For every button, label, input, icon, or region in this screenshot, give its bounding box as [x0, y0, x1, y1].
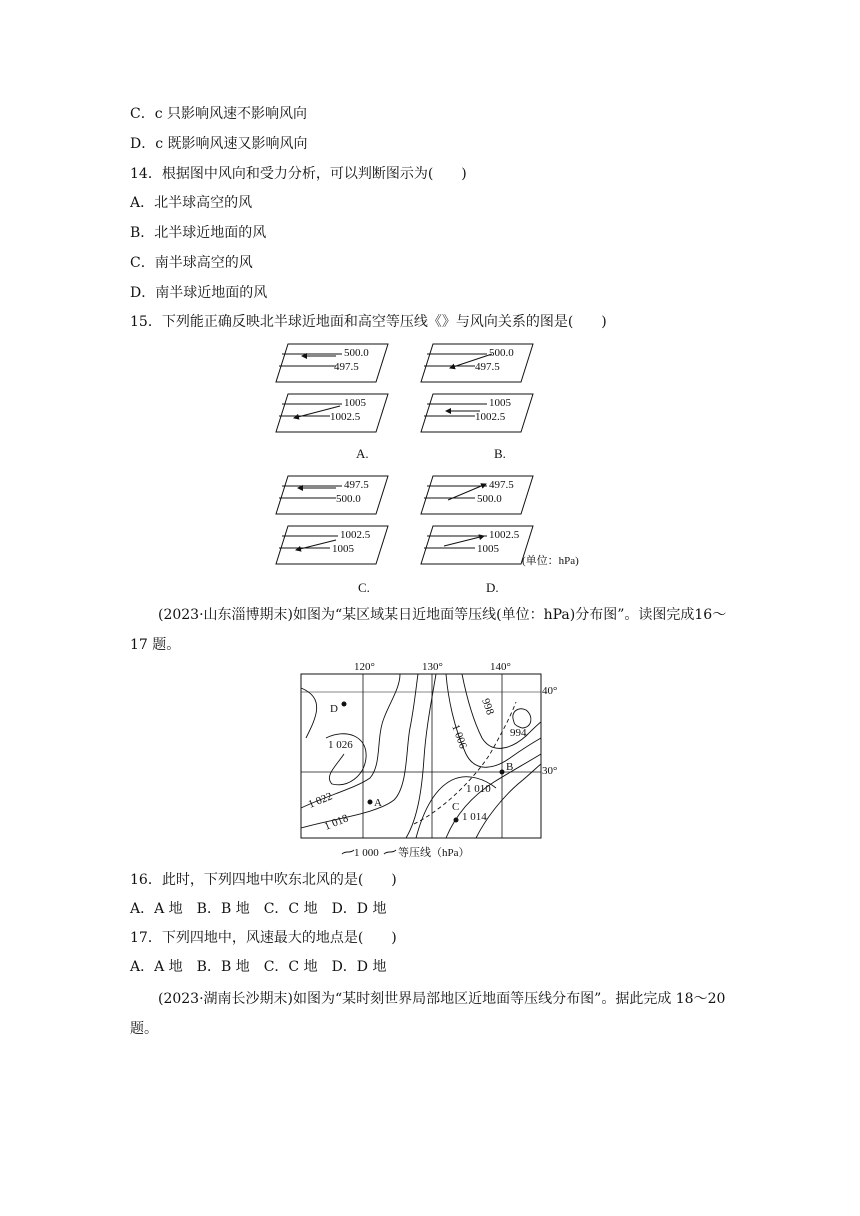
q14-option-a: A．北半球高空的风 — [130, 195, 253, 211]
q15-b-lower-panel — [421, 394, 533, 432]
q15-figure — [270, 336, 610, 596]
q15-a-upper-panel — [276, 344, 388, 382]
isobar-label-998: 998 — [479, 696, 497, 717]
q15-c-top-isobar-1: 497.5 — [344, 479, 369, 491]
q15-d-bottom-isobar-2: 1005 — [477, 543, 499, 555]
isobar-map — [296, 658, 596, 864]
q15-unit: (单位：hPa) — [522, 555, 579, 567]
point-a-label: A — [374, 797, 382, 809]
q15-d-lower-panel — [421, 526, 533, 564]
q15-b-bottom-isobar-2: 1002.5 — [475, 411, 506, 423]
q15-a-bottom-isobar-2: 1002.5 — [330, 411, 361, 423]
legend-value: 1 000 — [354, 847, 379, 859]
q15-d-top-isobar-2: 500.0 — [477, 493, 502, 505]
q15-b-upper-panel — [421, 344, 533, 382]
q14-option-c: C．南半球高空的风 — [130, 255, 253, 271]
q15-label-d: D. — [486, 580, 499, 595]
lon-label-140: 140° — [490, 661, 511, 673]
q16-stem: 16．此时，下列四地中吹东北风的是( ) — [130, 872, 397, 888]
lat-label-40: 40° — [542, 685, 558, 697]
lon-label-130: 130° — [422, 661, 443, 673]
point-c-marker — [454, 818, 459, 823]
q15-stem: 15．下列能正确反映北半球近地面和高空等压线《》与风向关系的图是( ) — [130, 314, 607, 330]
isobar-label-1018: 1 018 — [322, 812, 351, 833]
q15-a-top-isobar-2: 497.5 — [334, 361, 359, 373]
q17-options: A．A 地 B．B 地 C．C 地 D．D 地 — [130, 959, 387, 975]
isobar-label-1010: 1 010 — [466, 783, 491, 795]
q15-b-bottom-isobar-1: 1005 — [489, 397, 511, 409]
intro-16-17: (2023·山东淄博期末)如图为“某区域某日近地面等压线(单位：hPa)分布图”。读图完成16～17 题。 — [130, 607, 727, 653]
q15-b-top-isobar-1: 500.0 — [489, 347, 514, 359]
q16-options: A．A 地 B．B 地 C．C 地 D．D 地 — [130, 901, 387, 917]
point-d-marker — [342, 702, 347, 707]
q15-d-upper-panel — [421, 476, 533, 514]
q15-d-top-isobar-1: 497.5 — [489, 479, 514, 491]
q15-a-bottom-isobar-1: 1005 — [344, 397, 366, 409]
isobar-label-1006: 1 006 — [449, 722, 469, 751]
q15-label-a: A. — [356, 446, 369, 461]
q15-b-top-isobar-2: 497.5 — [475, 361, 500, 373]
point-b-marker — [500, 770, 505, 775]
q15-a-top-isobar-1: 500.0 — [344, 347, 369, 359]
q14-option-b: B．北半球近地面的风 — [130, 225, 267, 241]
isobar-label-994: 994 — [510, 727, 527, 739]
q15-c-lower-panel — [276, 526, 388, 564]
lon-label-120: 120° — [354, 661, 375, 673]
point-c-label: C — [452, 801, 460, 813]
isobar-label-1022: 1 022 — [306, 790, 335, 811]
q13-option-d: D．c 既影响风速又影响风向 — [130, 136, 308, 152]
lat-label-30: 30° — [542, 765, 558, 777]
q13-option-c: C．c 只影响风速不影响风向 — [130, 106, 308, 122]
q14-option-d: D．南半球近地面的风 — [130, 285, 268, 301]
q15-label-b: B. — [494, 446, 506, 461]
q15-c-bottom-isobar-2: 1005 — [332, 543, 354, 555]
q15-c-bottom-isobar-1: 1002.5 — [340, 529, 371, 541]
isobar-label-1026: 1 026 — [328, 739, 353, 751]
q14-stem: 14．根据图中风向和受力分析，可以判断图示为( ) — [130, 166, 467, 182]
q15-c-upper-panel — [276, 476, 388, 514]
q15-d-bottom-isobar-1: 1002.5 — [489, 529, 520, 541]
q17-stem: 17．下列四地中，风速最大的地点是( ) — [130, 930, 397, 946]
q15-label-c: C. — [358, 580, 370, 595]
intro-18-20: (2023·湖南长沙期末)如图为“某时刻世界局部地区近地面等压线分布图”。据此完成 18～20 题。 — [130, 991, 726, 1037]
point-a-marker — [368, 800, 373, 805]
q15-c-top-isobar-2: 500.0 — [336, 493, 361, 505]
isobar-label-1014: 1 014 — [462, 811, 487, 823]
point-b-label: B — [506, 761, 514, 773]
q15-a-lower-panel — [276, 394, 388, 432]
point-d-label: D — [330, 703, 338, 715]
legend-text: 等压线（hPa） — [398, 847, 470, 859]
